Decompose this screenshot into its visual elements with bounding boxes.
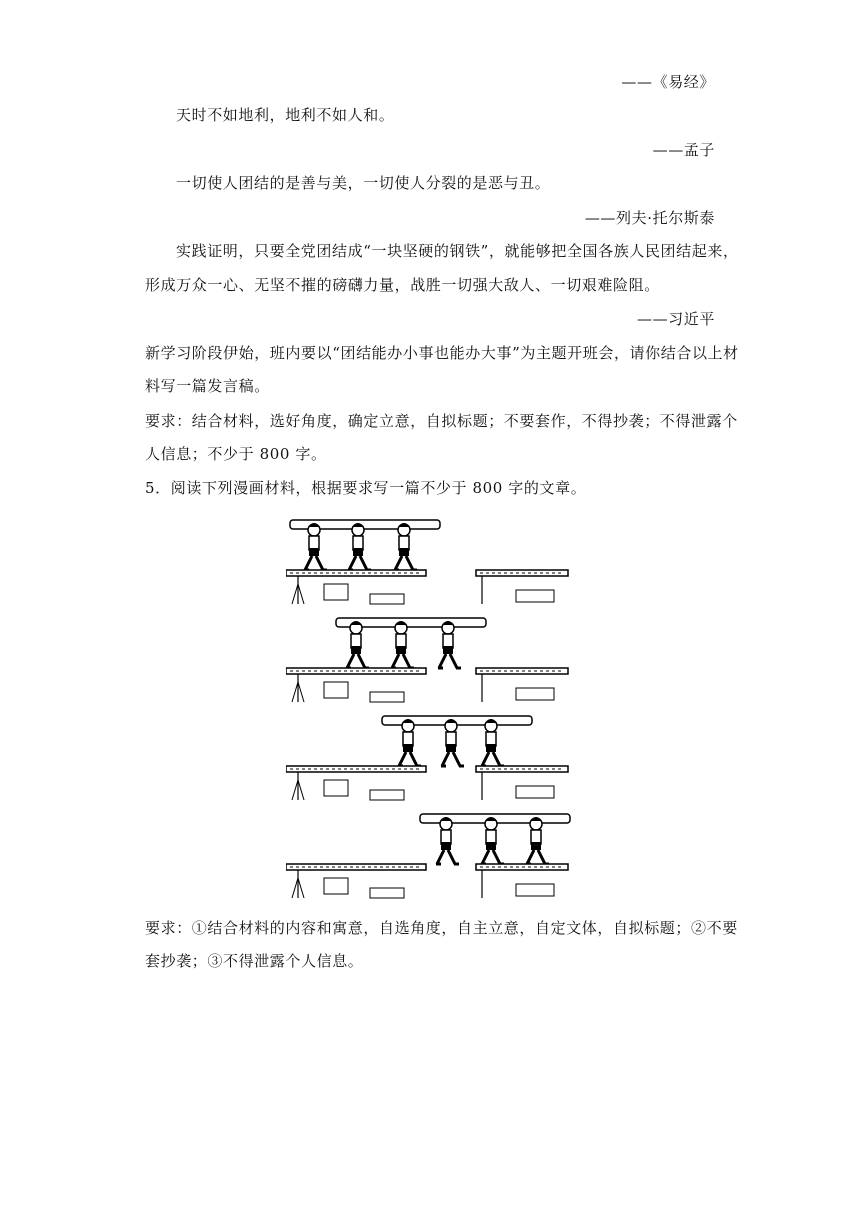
quote-text: 实践证明，只要全党团结成“一块坚硬的钢铁”，就能够把全国各族人民团结起来，: [176, 242, 739, 260]
question-title: 5．阅读下列漫画材料，根据要求写一篇不少于 800 字的文章。: [145, 479, 587, 497]
question-requirements: 要求：结合材料，选好角度，确定立意，自拟标题；不要套作，不得抄袭；不得泄露个: [145, 412, 738, 430]
question-prompt: 料写一篇发言稿。: [145, 377, 270, 395]
quote-attribution: ——列夫·托尔斯泰: [584, 209, 715, 227]
quote-attribution: ——《易经》: [621, 73, 715, 91]
quote-text: 一切使人团结的是善与美，一切使人分裂的是恶与丑。: [176, 174, 551, 192]
question-prompt: 新学习阶段伊始，班内要以“团结能办小事也能办大事”为主题开班会，请你结合以上材: [145, 344, 739, 362]
quote-attribution: ——习近平: [636, 310, 715, 328]
question-requirements: 要求：①结合材料的内容和寓意，自选角度，自主立意，自定文体，自拟标题；②不要: [145, 919, 738, 937]
quote-text: 天时不如地利，地利不如人和。: [176, 106, 395, 124]
quote-attribution: ——孟子: [652, 141, 715, 159]
quote-text: 形成万众一心、无坚不摧的磅礴力量，战胜一切强大敌人、一切艰难险阻。: [145, 276, 660, 294]
comic-illustration: [286, 512, 576, 902]
question-requirements: 套抄袭；③不得泄露个人信息。: [145, 952, 364, 970]
question-requirements: 人信息；不少于 800 字。: [145, 445, 327, 463]
